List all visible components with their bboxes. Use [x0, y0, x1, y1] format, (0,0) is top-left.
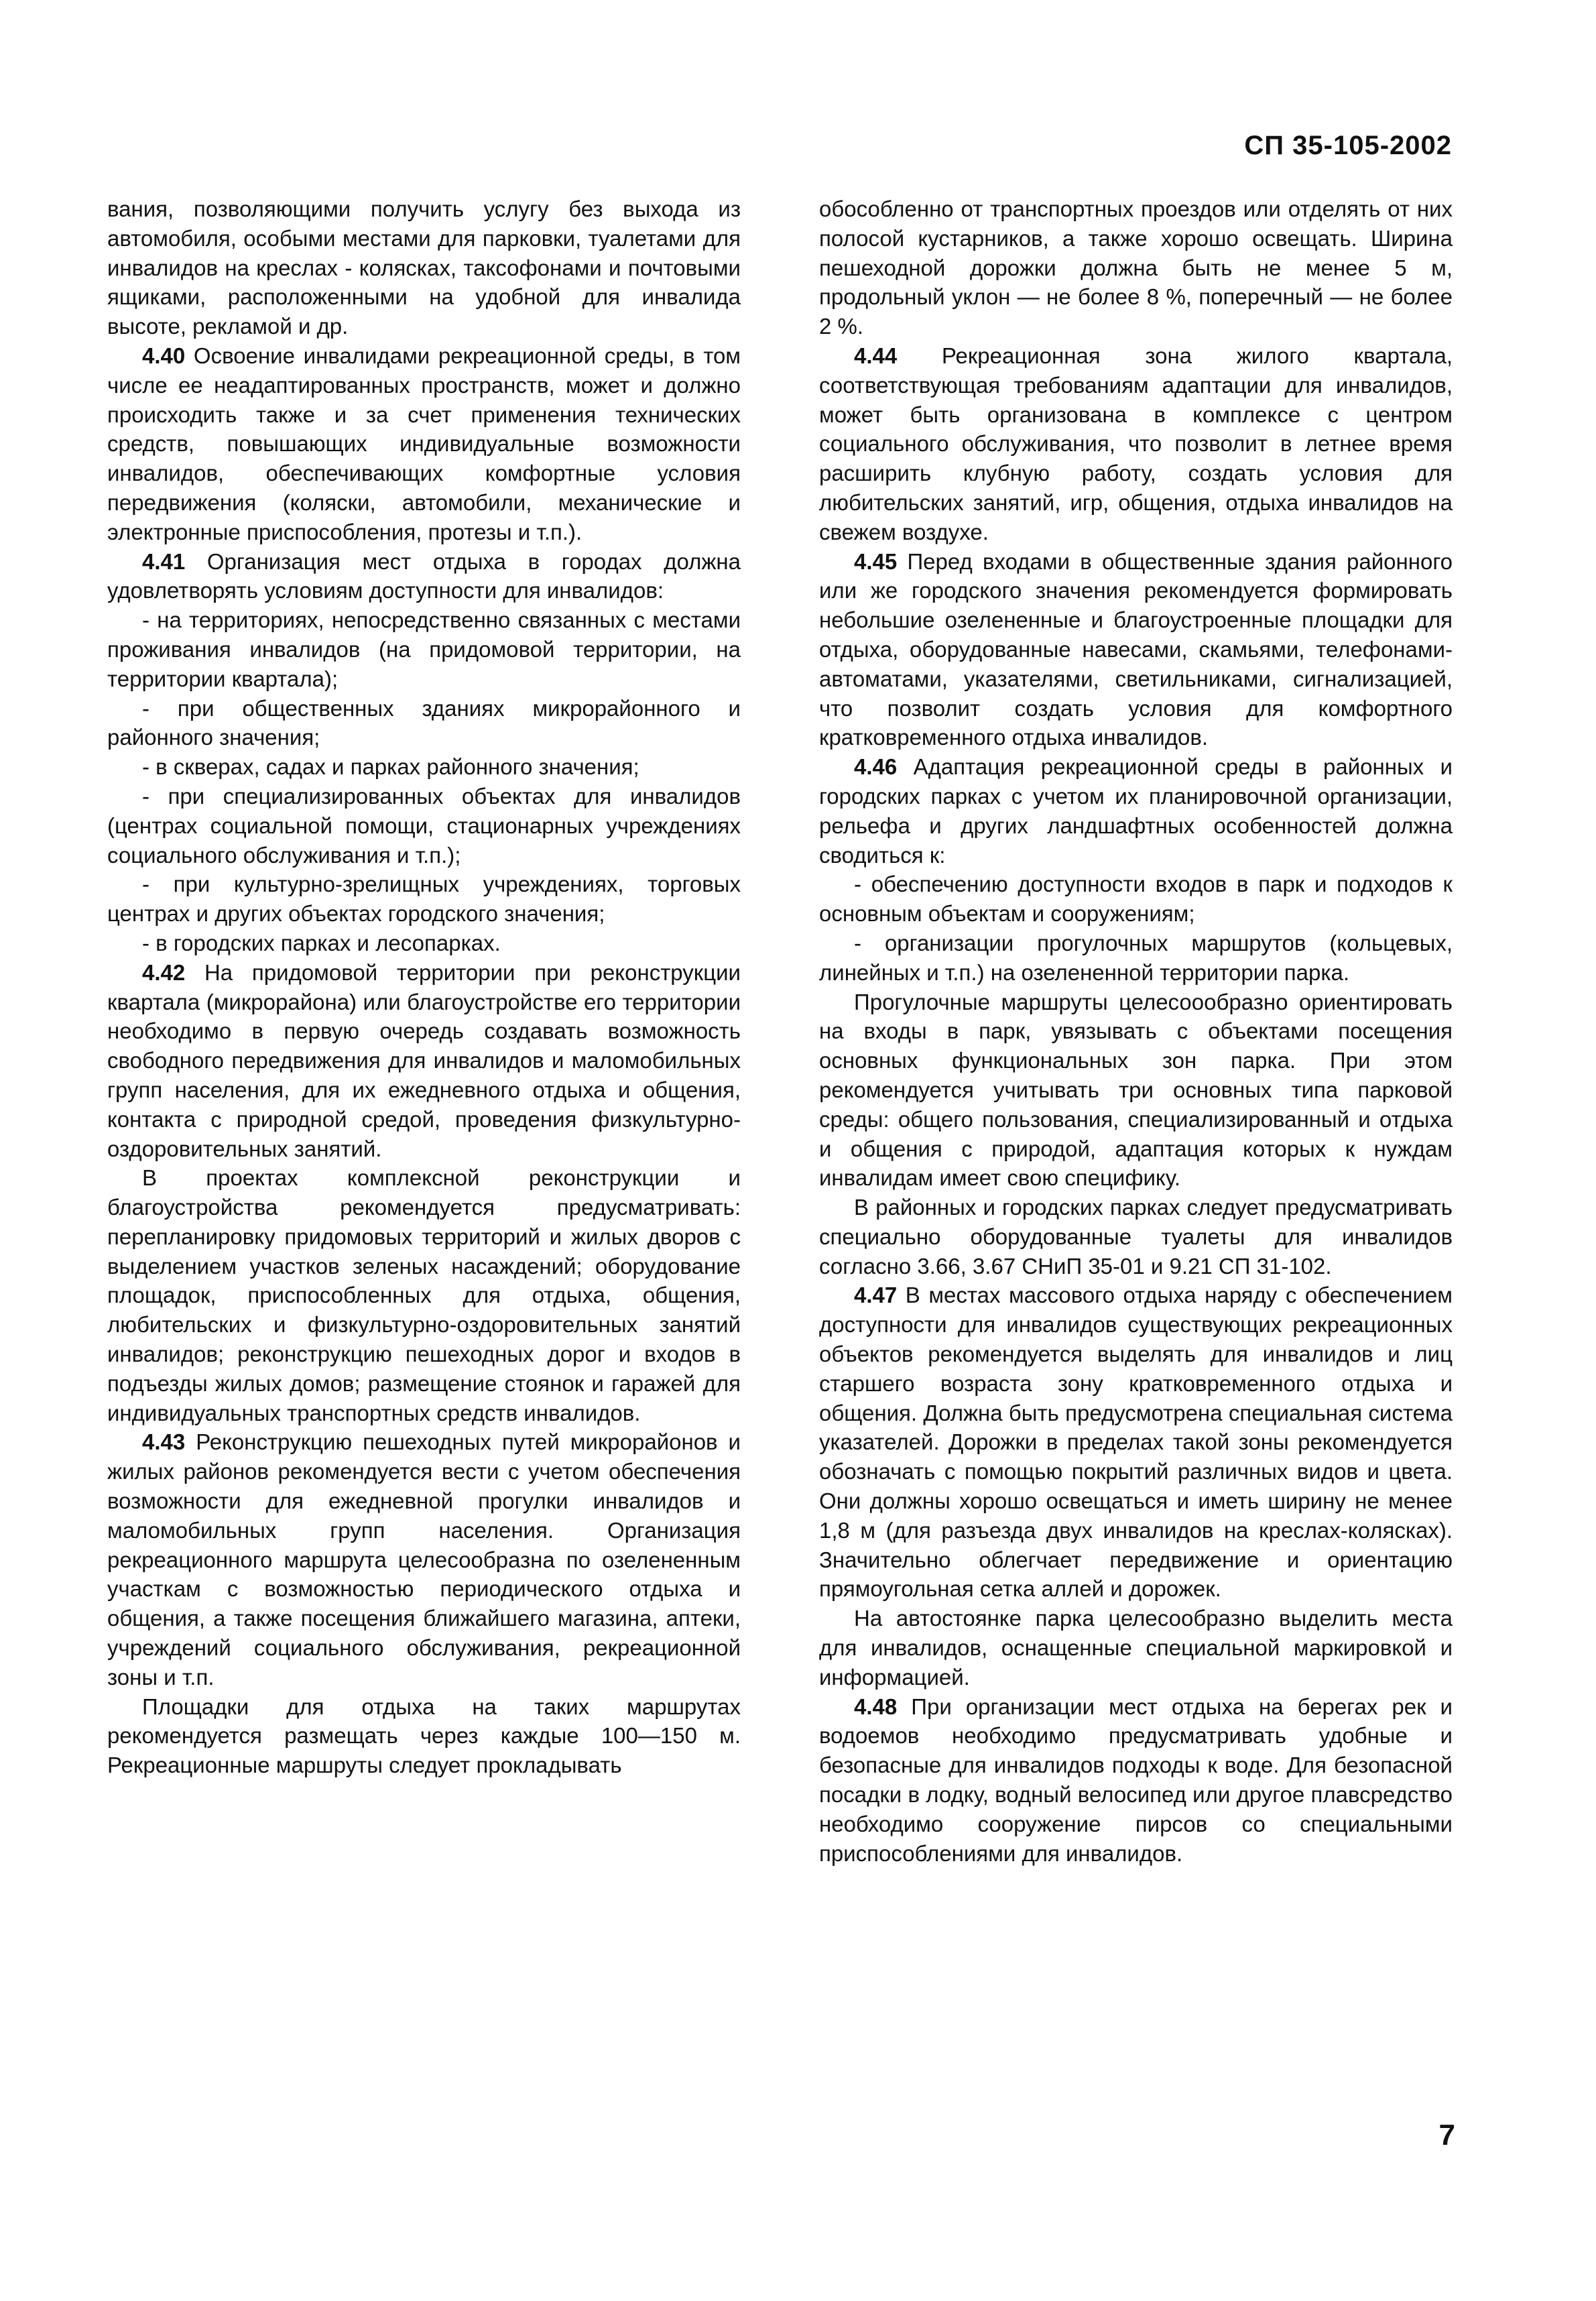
paragraph: [819, 988, 1453, 1193]
left-text-column: [107, 194, 741, 1780]
paragraph: [107, 1427, 741, 1692]
paragraph-text: Освоение инвалидами рекреационной среды, в том числе ее неадаптированных пространств, может и должно происходить также и за счет применения технических средств, повышающих индивидуальные возможности инвалидов, обеспечивающих комфортные условия передвижения (коляски, автомобили, механические и электронные приспособления, протезы и т.п.).: [107, 343, 741, 544]
paragraph-text: Рекреационная зона жилого квартала, соответствующая требованиям адаптации для инвалидов, может быть организована в комплексе с центром социального обслуживания, что позволит в летнее время расширить клубную работу, создать условия для любительских занятий, игр, общения, отдыха инвалидов на свежем воздухе.: [819, 343, 1453, 544]
paragraph-text: - при культурно-зрелищных учреждениях, торговых центрах и других объектах городского значения;: [107, 872, 741, 927]
clause-number: 4.41: [142, 548, 186, 574]
paragraph-text: При организации мест отдыха на берегах рек и водоемов необходимо предусматривать удобные и безопасные для инвалидов подходы к воде. Для безопасной посадки в лодку, водный велосипед или другое плавсредство необходимо сооружение пирсов со специальными приспособлениями для инвалидов.: [819, 1694, 1453, 1866]
clause-number: 4.42: [142, 959, 186, 985]
paragraph-text: - организации прогулочных маршрутов (кольцевых, линейных и т.п.) на озелененной территории парка.: [819, 930, 1453, 985]
clause-number: 4.43: [142, 1429, 186, 1455]
paragraph-text: В местах массового отдыха наряду с обеспечением доступности для инвалидов существующих рекреационных объектов рекомендуется выделять для инвалидов и лиц старшего возраста зону кратковременного отдыха и общения. Должна быть предусмотрена специальная система указателей. Дорожки в пределах такой зоны рекомендуется обозначать с помощью покрытий различных видов и цвета. Они должны хорошо освещаться и иметь ширину не менее 1,8 м (для разъезда двух инвалидов на креслах-колясках). Значительно облегчает передвижение и ориентацию прямоугольная сетка аллей и дорожек.: [819, 1283, 1453, 1602]
paragraph-text: Адаптация рекреационной среды в районных и городских парках с учетом их планировочной организации, рельефа и других ландшафтных особенностей должна сводиться к:: [819, 754, 1453, 868]
paragraph: [819, 341, 1453, 547]
paragraph-text: - при специализированных объектах для инвалидов (центрах социальной помощи, стационарных учреждениях социального обслуживания и т.п.);: [107, 783, 741, 868]
paragraph-text: - в городских парках и лесопарках.: [142, 930, 501, 955]
paragraph-text: Площадки для отдыха на таких маршрутах рекомендуется размещать через каждые 100—150 м. Рекреационные маршруты следует прокладывать: [107, 1694, 741, 1778]
paragraph-text: Организация мест отдыха в городах должна удовлетворять условиям доступности для инвалидов:: [107, 548, 741, 603]
list-item: [819, 870, 1453, 929]
paragraph: [819, 752, 1453, 870]
paragraph: [819, 194, 1453, 341]
paragraph: [819, 1281, 1453, 1604]
paragraph-text: - в скверах, садах и парках районного значения;: [142, 754, 639, 780]
paragraph-text: Реконструкцию пешеходных путей микрорайонов и жилых районов рекомендуется вести с учетом обеспечения возможности для ежедневной прогулки инвалидов и маломобильных групп населения. Организация рекреационного маршрута целесообразна по озелененным участкам с возможностью периодического отдыха и общения, а также посещения ближайшего магазина, аптеки, учреждений социального обслуживания, рекреационной зоны и т.п.: [107, 1429, 741, 1690]
clause-number: 4.44: [854, 343, 898, 368]
list-item: [107, 605, 741, 693]
list-item: [107, 782, 741, 870]
paragraph: [107, 547, 741, 606]
paragraph-text: На придомовой территории при реконструкции квартала (микрорайона) или благоустройстве его территории необходимо в первую очередь создавать возможность свободного передвижения для инвалидов и маломобильных групп населения, для их ежедневного отдыха и общения, контакта с природной средой, проведения физкультурно-оздоровительных занятий.: [107, 959, 741, 1161]
paragraph-text: Перед входами в общественные здания районного или же городского значения рекомендуется формировать небольшие озелененные и благоустроенные площадки для отдыха, оборудованные навесами, скамьями, телефонами-автоматами, указателями, светильниками, сигнализацией, что позволит создать условия для комфортного кратковременного отдыха инвалидов.: [819, 548, 1453, 750]
list-item: [107, 752, 741, 782]
list-item: [107, 870, 741, 929]
paragraph: [107, 341, 741, 547]
clause-number: 4.46: [854, 754, 898, 780]
clause-number: 4.47: [854, 1283, 898, 1308]
paragraph: [107, 194, 741, 341]
paragraph-text: В проектах комплексной реконструкции и благоустройства рекомендуется предусматривать: перепланировку придомовых территорий и жилых дворов с выделением участков зеленых насаждений; оборудование площадок, приспособленных для отдыха, общения, любительских и физкультурно-оздоровительных занятий инвалидов; реконструкцию пешеходных дорог и входов в подъезды жилых домов; размещение стоянок и гаражей для индивидуальных транспортных средств инвалидов.: [107, 1165, 741, 1425]
paragraph: [819, 1692, 1453, 1869]
paragraph: [107, 1692, 741, 1780]
paragraph-text: - на территориях, непосредственно связанных с местами проживания инвалидов (на придомовой территории, на территории квартала);: [107, 607, 741, 691]
clause-number: 4.48: [854, 1694, 898, 1719]
paragraph: [819, 547, 1453, 753]
list-item: [107, 694, 741, 753]
paragraph-text: - при общественных зданиях микрорайонного и районного значения;: [107, 695, 741, 750]
list-item: [819, 929, 1453, 988]
paragraph: [819, 1193, 1453, 1281]
paragraph-text: вания, позволяющими получить услугу без выхода из автомобиля, особыми местами для парковки, туалетами для инвалидов на креслах - колясках, таксофонами и почтовыми ящиками, расположенными на удобной для инвалида высоте, рекламой и др.: [107, 196, 741, 339]
paragraph-text: Прогулочные маршруты целесоообразно ориентировать на входы в парк, увязывать с объектами посещения основных функциональных зон парка. При этом рекомендуется учитывать три основных типа парковой среды: общего пользования, специализированный и отдыха и общения с природой, адаптация которых к нуждам инвалидам имеет свою специфику.: [819, 989, 1453, 1191]
paragraph: [107, 1163, 741, 1427]
page-number: 7: [1438, 2119, 1455, 2151]
clause-number: 4.45: [854, 548, 898, 574]
paragraph-text: - обеспечению доступности входов в парк и подходов к основным объектам и сооружениям;: [819, 872, 1453, 927]
right-text-column: [819, 194, 1453, 1868]
paragraph-text: В районных и городских парках следует предусматривать специально оборудованные туалеты для инвалидов согласно 3.66, 3.67 СНиП 35-01 и 9.21 СП 31-102.: [819, 1195, 1453, 1279]
document-code: СП 35-105-2002: [1244, 131, 1452, 160]
paragraph-text: На автостоянке парка целесообразно выделить места для инвалидов, оснащенные специальной маркировкой и информацией.: [819, 1606, 1453, 1690]
paragraph: [819, 1604, 1453, 1692]
clause-number: 4.40: [142, 343, 186, 368]
paragraph: [107, 958, 741, 1164]
paragraph-text: обособленно от транспортных проездов или отделять от них полосой кустарников, а также хорошо освещать. Ширина пешеходной дорожки должна быть не менее 5 м, продольный уклон — не более 8 %, поперечный — не более 2 %.: [819, 196, 1453, 339]
list-item: [107, 929, 741, 958]
